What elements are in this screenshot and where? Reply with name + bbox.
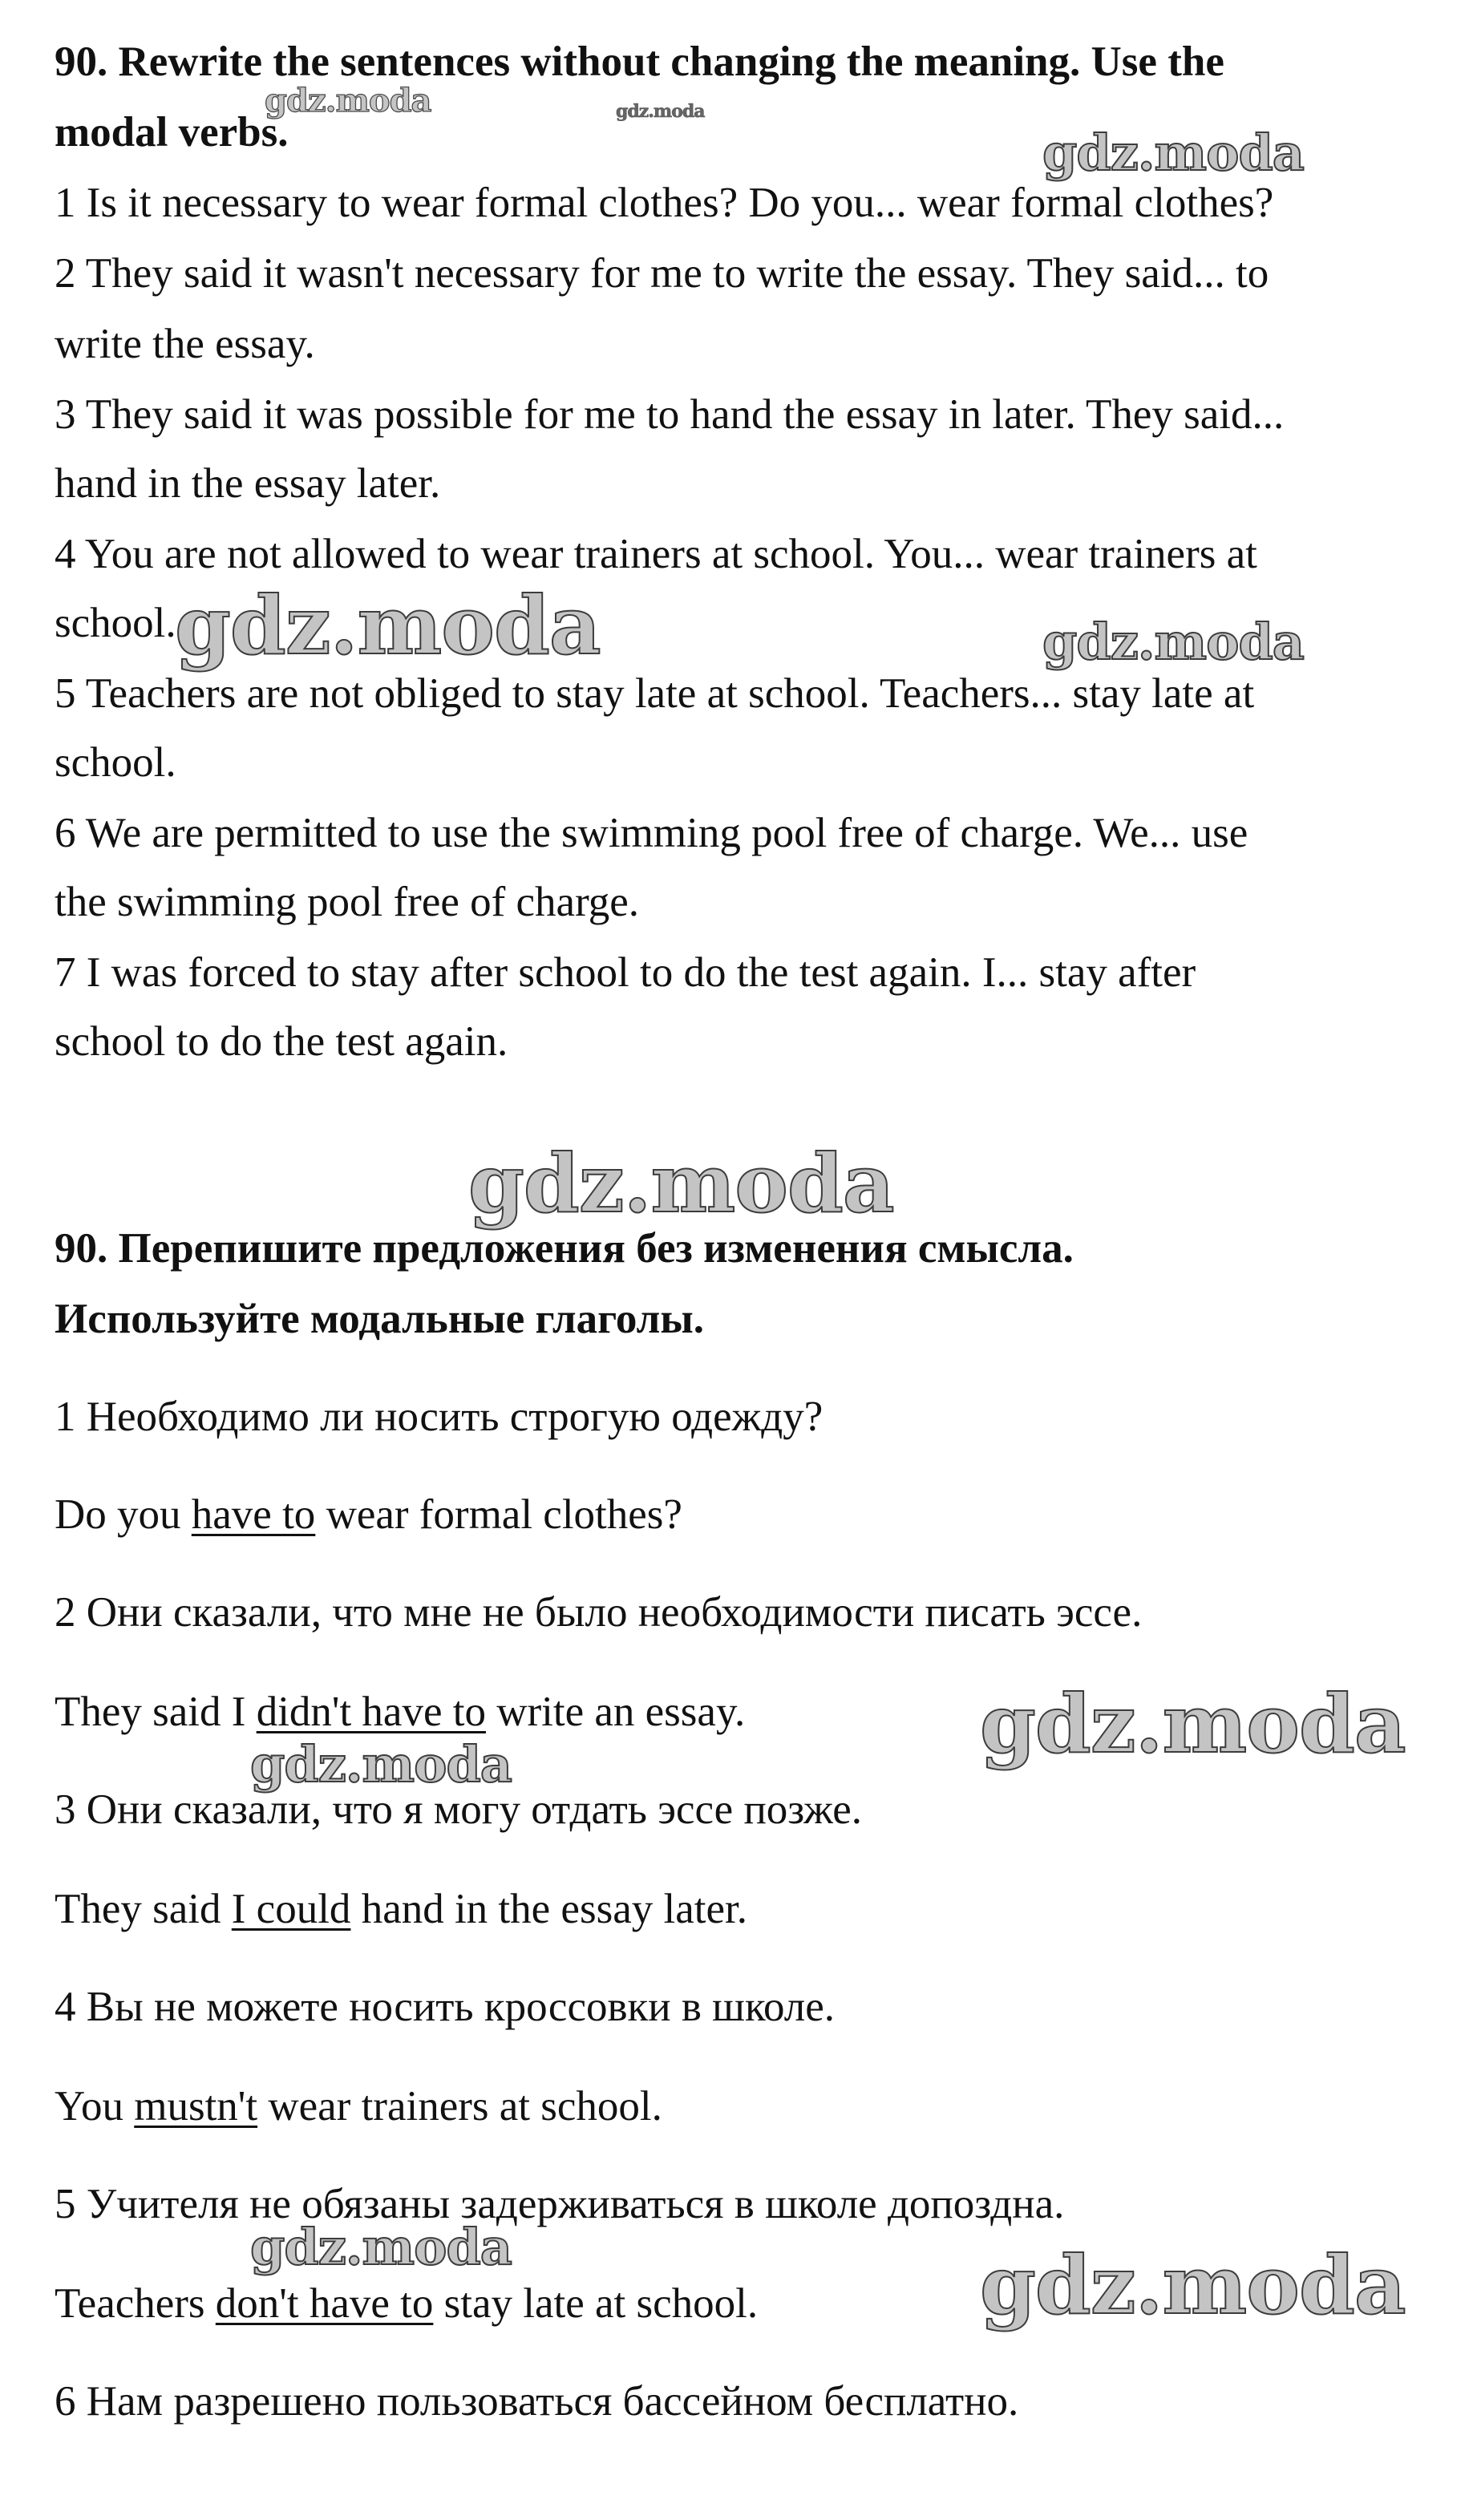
watermark-logo: gdz.moda xyxy=(1042,123,1304,182)
answer-line-5: Teachers don't have to stay late at school. xyxy=(55,2280,759,2327)
english-item: 2 They said it wasn't necessary for me to write the essay. They said... to xyxy=(55,250,1269,297)
russian-heading-line-1: 90. Перепишите предложения без изменения смысла. xyxy=(55,1225,1074,1272)
english-item: school to do the test again. xyxy=(55,1018,508,1065)
watermark-logo: gdz.moda xyxy=(468,1136,894,1231)
english-heading-line-1: 90. Rewrite the sentences without changing the meaning. Use the xyxy=(55,38,1224,85)
english-item: the swimming pool free of charge. xyxy=(55,879,640,925)
english-item: school. xyxy=(55,600,176,646)
answer-3: I could xyxy=(231,1886,351,1932)
russian-question-3: 3 Они сказали, что я могу отдать эссе позже. xyxy=(55,1786,862,1833)
watermark-logo: gdz.moda xyxy=(175,578,601,673)
english-item: 4 You are not allowed to wear trainers at school. You... wear trainers at xyxy=(55,531,1257,577)
english-item: 3 They said it was possible for me to hand the essay in later. They said... xyxy=(55,391,1285,438)
watermark-logo: gdz.moda xyxy=(616,101,705,122)
watermark-logo: gdz.moda xyxy=(265,82,431,119)
answer-2: didn't have to xyxy=(256,1689,486,1735)
russian-question-2: 2 Они сказали, что мне не было необходимости писать эссе. xyxy=(55,1589,1143,1636)
russian-question-4: 4 Вы не можете носить кроссовки в школе. xyxy=(55,1984,836,2030)
watermark-logo: gdz.moda xyxy=(980,1677,1406,1771)
watermark-logo: gdz.moda xyxy=(980,2238,1406,2332)
russian-question-6: 6 Нам разрешено пользоваться бассейном бесплатно. xyxy=(55,2378,1019,2425)
russian-question-5: 5 Учителя не обязаны задерживаться в школе допоздна. xyxy=(55,2181,1065,2227)
english-item: 5 Teachers are not obliged to stay late at school. Teachers... stay late at xyxy=(55,670,1255,717)
answer-4: mustn't xyxy=(134,2083,258,2130)
watermark-logo: gdz.moda xyxy=(250,1735,512,1794)
english-item: 6 We are permitted to use the swimming pool free of charge. We... use xyxy=(55,810,1248,856)
watermark-logo: gdz.moda xyxy=(1042,613,1304,671)
answer-5: don't have to xyxy=(215,2280,434,2327)
english-item: 7 I was forced to stay after school to do the test again. I... stay after xyxy=(55,949,1196,996)
english-item: write the essay. xyxy=(55,321,315,367)
watermark-logo: gdz.moda xyxy=(250,2218,512,2276)
answer-1: have to xyxy=(191,1491,316,1538)
answer-line-4: You mustn't wear trainers at school. xyxy=(55,2083,662,2130)
english-item: hand in the essay later. xyxy=(55,460,441,507)
english-item: school. xyxy=(55,739,176,786)
answer-line-2: They said I didn't have to write an essay. xyxy=(55,1689,746,1735)
english-heading-line-2: modal verbs. xyxy=(55,109,289,156)
russian-question-1: 1 Необходимо ли носить строгую одежду? xyxy=(55,1393,824,1440)
russian-heading-line-2: Используйте модальные глаголы. xyxy=(55,1296,705,1342)
answer-line-1: Do you have to wear formal clothes? xyxy=(55,1491,682,1538)
answer-line-3: They said I could hand in the essay later. xyxy=(55,1886,747,1932)
english-item: 1 Is it necessary to wear formal clothes? Do you... wear formal clothes? xyxy=(55,180,1274,226)
